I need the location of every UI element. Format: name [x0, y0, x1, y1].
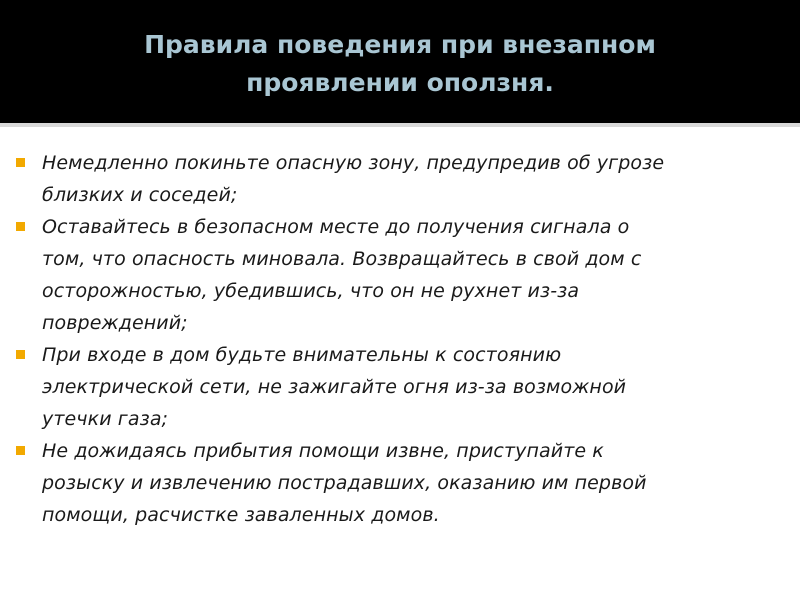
title-divider	[0, 123, 800, 127]
slide-title-line-1: Правила поведения при внезапном	[144, 29, 656, 59]
bullet-list	[14, 147, 774, 531]
bullet-item	[14, 435, 774, 531]
bullet-item	[14, 339, 774, 435]
square-bullet-icon	[16, 158, 25, 167]
bullet-text-line: При входе в дом будьте внимательны к состоянию	[42, 344, 562, 366]
bullet-text-line: повреждений;	[42, 312, 188, 334]
bullet-item	[14, 211, 774, 339]
bullet-text-line: Оставайтесь в безопасном месте до получения сигнала о	[42, 216, 630, 238]
bullet-text-line: утечки газа;	[42, 408, 169, 430]
bullet-text-line: близких и соседей;	[42, 184, 238, 206]
bullet-text-line: том, что опасность миновала. Возвращайтесь в свой дом с	[42, 248, 642, 270]
bullet-text-line: розыску и извлечению пострадавших, оказанию им первой	[42, 472, 647, 494]
bullet-text-line: помощи, расчистке заваленных домов.	[42, 504, 440, 526]
bullet-text-line: осторожностью, убедившись, что он не рухнет из-за	[42, 280, 580, 302]
square-bullet-icon	[16, 350, 25, 359]
bullet-item	[14, 147, 774, 211]
square-bullet-icon	[16, 222, 25, 231]
bullet-text-line: Немедленно покиньте опасную зону, предупредив об угрозе	[42, 152, 665, 174]
slide-title-band	[0, 0, 800, 123]
slide-title	[144, 22, 656, 102]
square-bullet-icon	[16, 446, 25, 455]
slide-title-line-2: проявлении оползня.	[246, 67, 554, 97]
bullet-text-line: электрической сети, не зажигайте огня из-за возможной	[42, 376, 627, 398]
bullet-text-line: Не дожидаясь прибытия помощи извне, приступайте к	[42, 440, 604, 462]
